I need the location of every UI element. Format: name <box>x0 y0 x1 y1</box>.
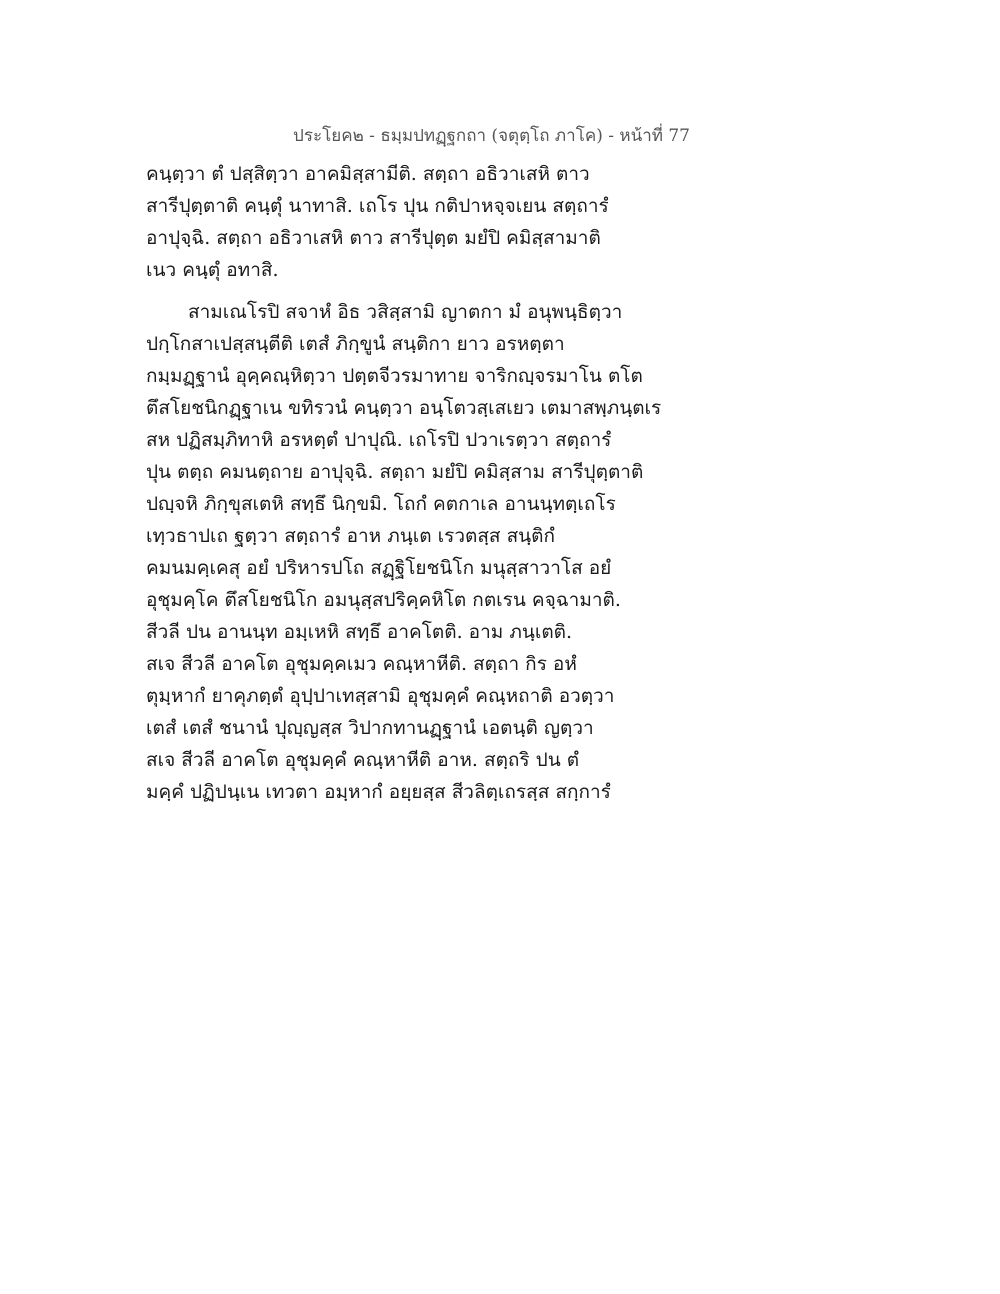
text-line: เนว คนฺตุํ อทาสิ. <box>146 259 279 281</box>
text-line: สามเณโรปิ สจาหํ อิธ วสิสฺสามิ ญาตกา มํ อนุพนฺธิตฺวา <box>188 301 623 323</box>
text-line: ตึสโยชนิกฏฺฐาเน ขทิรวนํ คนฺตฺวา อนฺโตวสฺเสเยว เตมาสพฺภนฺตเร <box>146 397 662 419</box>
text-line: ปุน ตตฺถ คมนตฺถาย อาปุจฺฉิ. สตฺถา มยํปิ คมิสฺสาม สารีปุตฺตาติ <box>146 461 644 483</box>
text-line: สห ปฏิสมฺภิทาหิ อรหตฺตํ ปาปุณิ. เถโรปิ ปวาเรตฺวา สตฺถารํ <box>146 429 612 451</box>
text-line: เทฺวธาปเถ ฐตฺวา สตฺถารํ อาห ภนฺเต เรวตสฺส สนฺติกํ <box>146 525 556 547</box>
text-line: อาปุจฺฉิ. สตฺถา อธิวาเสหิ ตาว สารีปุตฺต มยํปิ คมิสฺสามาติ <box>146 227 601 249</box>
paragraph-1 <box>146 158 686 286</box>
text-line: คนฺตฺวา ตํ ปสฺสิตฺวา อาคมิสฺสามีติ. สตฺถา อธิวาเสหิ ตาว <box>146 163 590 185</box>
text-line: สีวลี ปน อานนฺท อมฺเหหิ สทฺธึ อาคโตติ. อาม ภนฺเตติ. <box>146 621 573 643</box>
page-header: ประโยค๒ - ธมฺมปทฏฺฐกถา (จตุตฺโถ ภาโค) - หน้าที่ 77 <box>293 126 690 146</box>
paragraph-2 <box>146 296 686 808</box>
paragraph-gap <box>146 286 686 296</box>
text-line: มคฺคํ ปฏิปนฺเน เทวตา อมฺหากํ อยฺยสฺส สีวลิตฺเถรสฺส สกฺการํ <box>146 781 611 803</box>
text-line: ตุมฺหากํ ยาคุภตฺตํ อุปฺปาเทสฺสามิ อุชุมคฺคํ คณฺหถาติ อวตฺวา <box>146 685 615 707</box>
text-line: สารีปุตฺตาติ คนฺตุํ นาทาสิ. เถโร ปุน กติปาหจฺจเยน สตฺถารํ <box>146 195 609 217</box>
text-line: คมนมคฺเคสุ อยํ ปริหารปโถ สฏฺฐิโยชนิโก มนุสฺสาวาโส อยํ <box>146 557 612 579</box>
text-line: สเจ สีวลี อาคโต อุชุมคฺคเมว คณฺหาหีติ. สตฺถา กิร อหํ <box>146 653 577 675</box>
text-line: ปญฺจหิ ภิกฺขุสเตหิ สทฺธึ นิกฺขมิ. โถกํ คตกาเล อานนฺทตฺเถโร <box>146 493 616 515</box>
text-line: อุชุมคฺโค ตึสโยชนิโก อมนุสฺสปริคฺคหิโต กตเรน คจฺฉามาติ. <box>146 589 621 611</box>
main-text <box>146 158 686 808</box>
text-line: สเจ สีวลี อาคโต อุชุมคฺคํ คณฺหาหีติ อาห. สตฺถริ ปน ตํ <box>146 749 580 771</box>
text-line: เตสํ เตสํ ชนานํ ปุญฺญสฺส วิปากทานฏฺฐานํ เอตนฺติ ญตฺวา <box>146 717 594 739</box>
text-line: ปกฺโกสาเปสฺสนฺตีติ เตสํ ภิกฺขูนํ สนฺติกา ยาว อรหตฺตา <box>146 333 565 355</box>
text-line: กมฺมฏฺฐานํ อุคฺคณฺหิตฺวา ปตฺตจีวรมาทาย จาริกญฺจรมาโน ตโต <box>146 365 643 387</box>
